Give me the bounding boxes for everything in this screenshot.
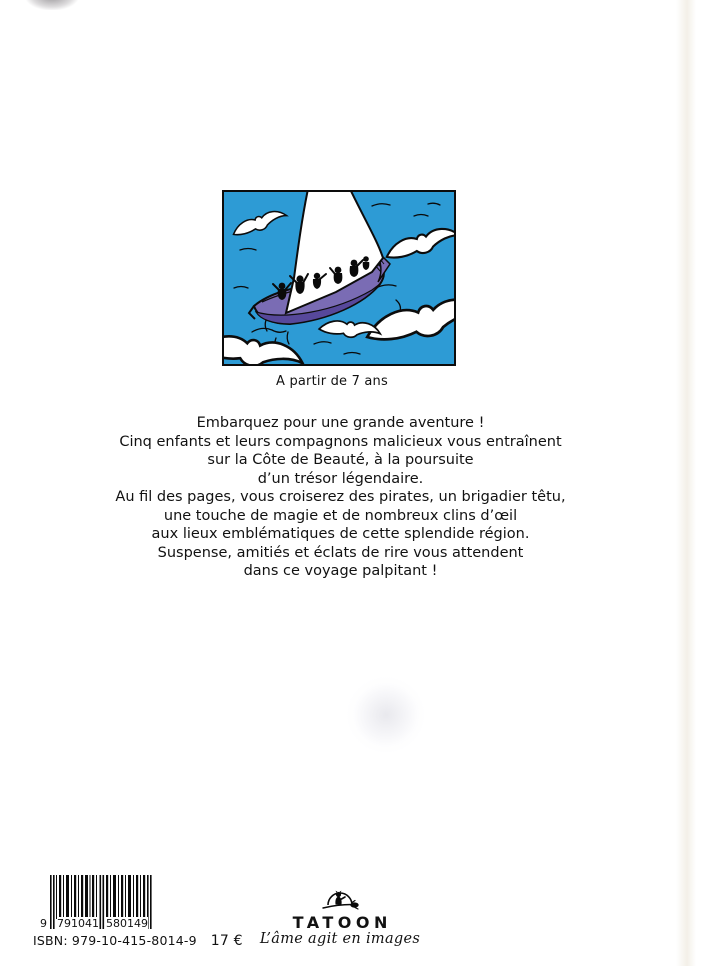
scan-smudge-artifact: [26, 0, 78, 10]
barcode-digits-group2: 580149: [106, 917, 148, 930]
publisher-name: TATOON: [292, 913, 392, 932]
publisher-logo-block: [250, 883, 430, 947]
barcode-digits-group1: 791041: [57, 917, 99, 930]
blurb-line: Au fil des pages, vous croiserez des pirates, un brigadier têtu,: [115, 489, 566, 505]
blurb-line: Embarquez pour une grande aventure !: [196, 415, 485, 431]
cat-on-broom-moon-icon: [319, 883, 361, 913]
blurb-line: une touche de magie et de nombreux clins d’œil: [163, 507, 518, 524]
blurb-line: Cinq enfants et leurs compagnons malicieux vous entraînent: [119, 433, 562, 450]
age-recommendation: A partir de 7 ans: [276, 374, 388, 389]
cover-illustration: [222, 190, 456, 366]
blurb-line: Suspense, amitiés et éclats de rire vous attendent: [157, 544, 524, 561]
barcode-digits: [40, 917, 152, 931]
isbn-row: [33, 933, 243, 949]
price-text: 17 €: [210, 933, 243, 949]
publisher-tagline: L’âme agit en images: [259, 931, 421, 947]
blurb-line: sur la Côte de Beauté, à la poursuite: [207, 452, 474, 468]
blurb-line: dans ce voyage palpitant !: [243, 563, 438, 579]
isbn-text: ISBN: 979-10-415-8014-9: [33, 933, 197, 948]
blurb: [0, 414, 681, 581]
blurb-line: d’un trésor légendaire.: [257, 470, 424, 487]
sailboat-seagulls-drawing: [224, 192, 454, 364]
barcode-digit-prefix: 9: [40, 917, 47, 930]
watermark-stamp: [346, 676, 426, 754]
blurb-line: aux lieux emblématiques de cette splendide région.: [151, 526, 530, 542]
